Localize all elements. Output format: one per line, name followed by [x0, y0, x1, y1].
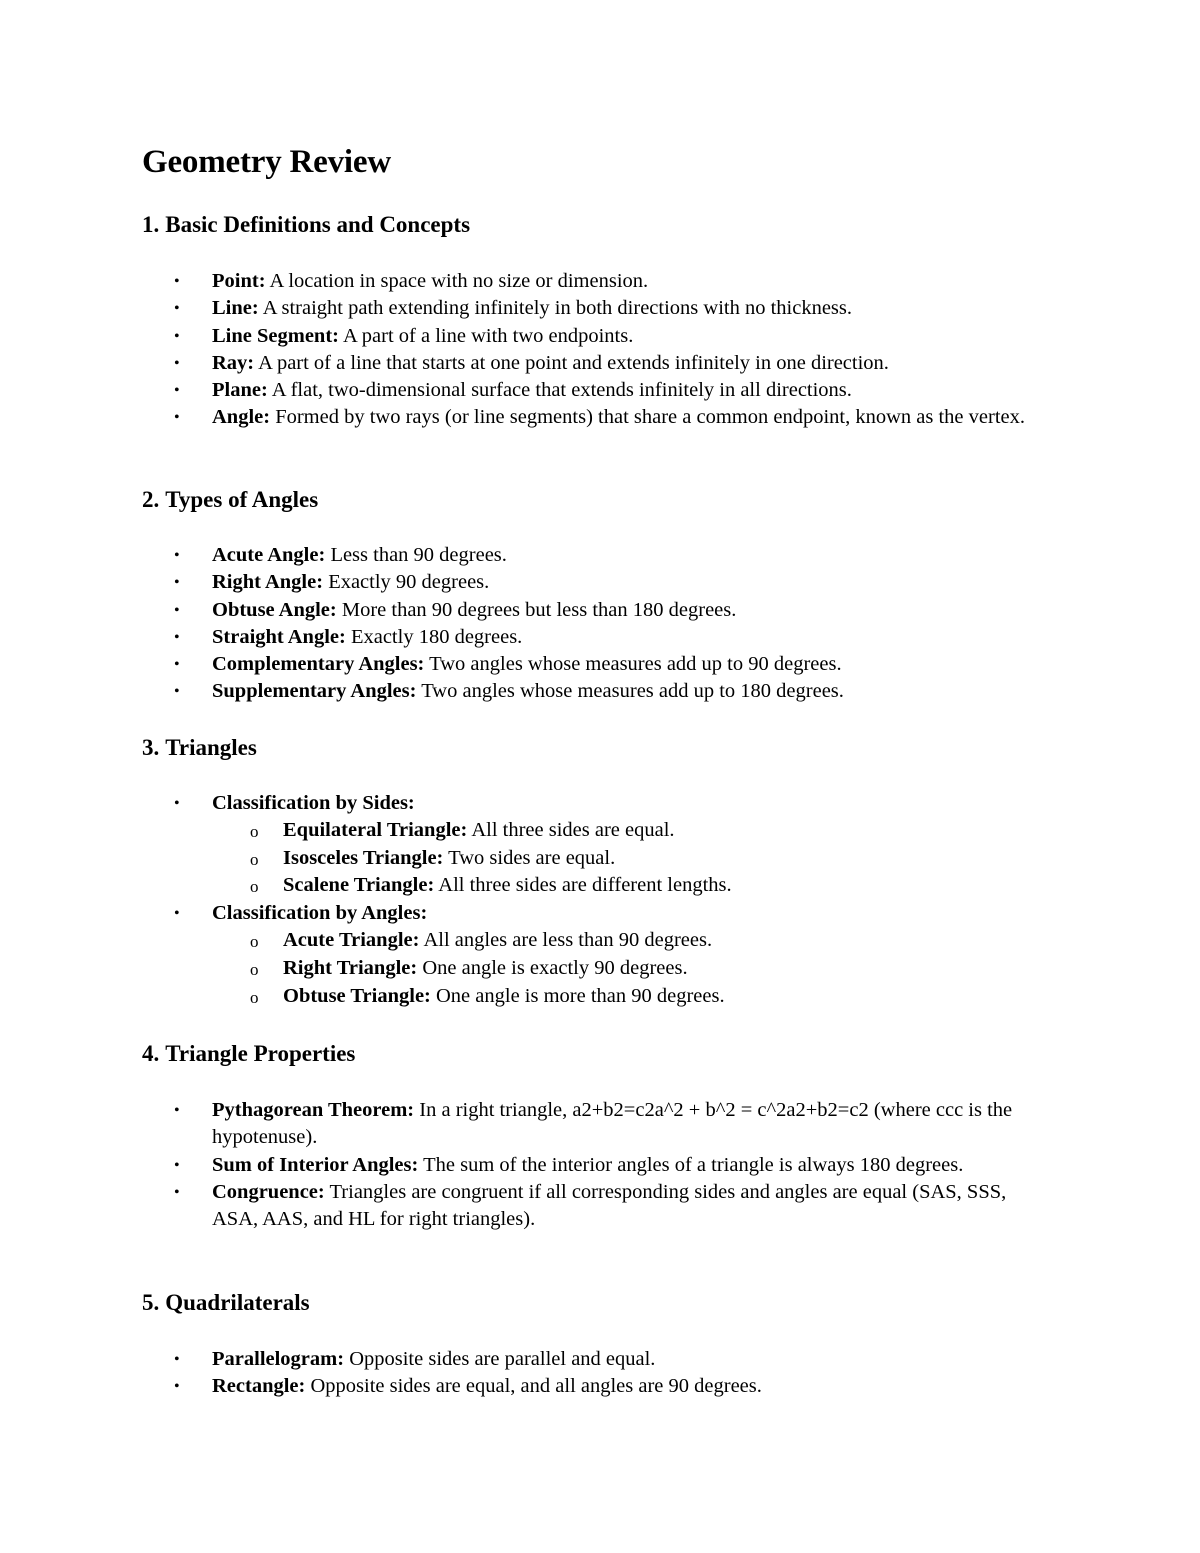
item-term: Right Triangle: — [283, 956, 418, 979]
item-term: Pythagorean Theorem: — [212, 1099, 415, 1121]
item-text: Two angles whose measures add up to 180 degrees. — [421, 680, 844, 703]
item-text: A part of a line with two endpoints. — [342, 324, 634, 347]
section-heading-triangles — [142, 733, 257, 763]
item-text: All three sides are equal. — [471, 819, 675, 842]
item-text: A part of a line that starts at one point and extends infinitely in one direction. — [258, 351, 889, 374]
sub-item-scalene — [212, 872, 1052, 900]
list-item-point — [0, 268, 1052, 295]
circle-bullet-icon: o — [250, 932, 259, 952]
item-term: Congruence: — [212, 1180, 325, 1203]
item-term: Obtuse Triangle: — [283, 984, 431, 1007]
list-item-right-angle — [0, 569, 1052, 596]
list-item-obtuse-angle — [0, 597, 1052, 624]
bullet-icon: • — [174, 300, 180, 318]
item-text: Two sides are equal. — [448, 846, 616, 869]
sub-item-acute-triangle — [212, 927, 1052, 955]
bullet-icon: • — [174, 1102, 180, 1119]
bullet-icon: • — [174, 601, 180, 619]
item-term: Equilateral Triangle: — [283, 819, 468, 842]
bullet-icon: • — [174, 354, 180, 372]
section-number: 2. — [142, 487, 160, 512]
item-text: Exactly 180 degrees. — [350, 625, 523, 648]
item-text: A location in space with no size or dimension. — [269, 270, 649, 292]
item-text: One angle is more than 90 degrees. — [436, 984, 725, 1007]
section-heading-types-of-angles — [142, 485, 318, 515]
list-item-rectangle — [0, 1373, 1052, 1400]
sub-item-obtuse-triangle — [212, 983, 1052, 1011]
item-term: Isosceles Triangle: — [283, 846, 444, 869]
list-item-sum-of-interior-angles — [0, 1152, 1052, 1179]
sub-item-right-triangle — [212, 955, 1052, 983]
bullet-icon: • — [174, 547, 180, 564]
section-heading-basic-definitions — [142, 210, 470, 240]
item-term: Acute Triangle: — [283, 929, 420, 952]
sub-list — [212, 817, 1052, 900]
bullet-icon: • — [174, 382, 180, 400]
circle-bullet-icon: o — [250, 959, 259, 979]
item-term: Plane: — [212, 379, 268, 402]
list-item-plane — [0, 377, 1052, 404]
item-text: Exactly 90 degrees. — [328, 571, 490, 594]
list-item-complementary-angles — [0, 651, 1052, 678]
item-term: Line Segment: — [212, 324, 339, 347]
item-term: Classification by Angles: — [212, 902, 428, 925]
list-item-classification-by-angles — [0, 900, 1052, 1010]
section-title: Triangles — [165, 735, 257, 760]
item-term: Classification by Sides: — [212, 792, 415, 814]
section-title: Basic Definitions and Concepts — [165, 212, 471, 237]
bullet-icon: • — [174, 905, 180, 923]
list-item-pythagorean-theorem — [0, 1097, 1052, 1152]
list-item-acute-angle — [0, 542, 1052, 569]
item-text: In a right triangle, a2+b2=c2a^2 + b^2 = c^2a2+b2=c2 (where ccc is the hypotenuse). — [212, 1099, 1013, 1149]
triangle-properties-list — [0, 1097, 1100, 1233]
page-title: Geometry Review — [142, 144, 391, 180]
circle-bullet-icon: o — [250, 877, 259, 897]
item-term: Angle: — [212, 406, 271, 429]
circle-bullet-icon: o — [250, 849, 259, 869]
item-text: Opposite sides are parallel and equal. — [349, 1348, 656, 1370]
bullet-icon: • — [174, 1183, 180, 1201]
item-term: Scalene Triangle: — [283, 874, 435, 897]
list-item-line-segment — [0, 323, 1052, 350]
item-term: Line: — [212, 297, 259, 320]
circle-bullet-icon: o — [250, 987, 259, 1007]
section-title: Types of Angles — [165, 487, 319, 512]
item-term: Rectangle: — [212, 1375, 306, 1398]
sub-item-isosceles — [212, 845, 1052, 873]
section-number: 4. — [142, 1041, 160, 1066]
item-text: Two angles whose measures add up to 90 degrees. — [429, 653, 842, 676]
list-item-ray — [0, 350, 1052, 377]
item-term: Straight Angle: — [212, 625, 346, 648]
bullet-icon: • — [174, 327, 180, 345]
bullet-icon: • — [174, 409, 180, 427]
list-item-supplementary-angles — [0, 678, 1052, 705]
item-text: Less than 90 degrees. — [330, 544, 507, 566]
item-text: More than 90 degrees but less than 180 degrees. — [341, 598, 737, 621]
list-item-line — [0, 295, 1052, 322]
bullet-icon: • — [174, 795, 180, 812]
list-item-angle — [0, 404, 1052, 431]
item-text: The sum of the interior angles of a triangle is always 180 degrees. — [423, 1153, 964, 1176]
section-heading-quadrilaterals — [142, 1288, 310, 1318]
quadrilaterals-list — [0, 1346, 1100, 1401]
basic-definitions-list — [0, 268, 1100, 432]
item-term: Ray: — [212, 351, 255, 374]
section-number: 1. — [142, 212, 160, 237]
bullet-icon: • — [174, 273, 180, 290]
item-term: Point: — [212, 270, 266, 292]
bullet-icon: • — [174, 1378, 180, 1396]
item-term: Supplementary Angles: — [212, 680, 417, 703]
section-title: Quadrilaterals — [165, 1290, 310, 1315]
section-number: 5. — [142, 1290, 160, 1315]
section-number: 3. — [142, 735, 160, 760]
item-term: Right Angle: — [212, 571, 324, 594]
section-heading-triangle-properties — [142, 1039, 355, 1069]
item-term: Complementary Angles: — [212, 653, 425, 676]
sub-item-equilateral — [212, 817, 1052, 845]
bullet-icon: • — [174, 628, 180, 646]
item-text: A flat, two-dimensional surface that extends infinitely in all directions. — [271, 379, 852, 402]
bullet-icon: • — [174, 683, 180, 701]
section-title: Triangle Properties — [165, 1041, 356, 1066]
bullet-icon: • — [174, 1351, 180, 1368]
bullet-icon: • — [174, 656, 180, 674]
list-item-classification-by-sides — [0, 790, 1052, 900]
item-text: All three sides are different lengths. — [438, 874, 732, 897]
item-term: Obtuse Angle: — [212, 598, 337, 621]
triangles-list — [0, 790, 1100, 1010]
item-term: Acute Angle: — [212, 544, 326, 566]
list-item-straight-angle — [0, 624, 1052, 651]
list-item-congruence — [0, 1179, 1052, 1234]
item-text: Opposite sides are equal, and all angles are 90 degrees. — [310, 1375, 762, 1398]
bullet-icon: • — [174, 1156, 180, 1174]
sub-list — [212, 927, 1052, 1010]
item-term: Parallelogram: — [212, 1348, 345, 1370]
item-text: Formed by two rays (or line segments) that share a common endpoint, known as the vertex. — [275, 406, 1025, 429]
item-text: Triangles are congruent if all corresponding sides and angles are equal (SAS, SSS, ASA, AAS, and HL for right triangles). — [212, 1180, 1007, 1231]
types-of-angles-list — [0, 542, 1100, 706]
bullet-icon: • — [174, 574, 180, 592]
item-text: All angles are less than 90 degrees. — [423, 929, 713, 952]
item-term: Sum of Interior Angles: — [212, 1153, 419, 1176]
item-text: A straight path extending infinitely in both directions with no thickness. — [262, 297, 852, 320]
circle-bullet-icon: o — [250, 822, 259, 842]
list-item-parallelogram — [0, 1346, 1052, 1373]
item-text: One angle is exactly 90 degrees. — [422, 956, 688, 979]
